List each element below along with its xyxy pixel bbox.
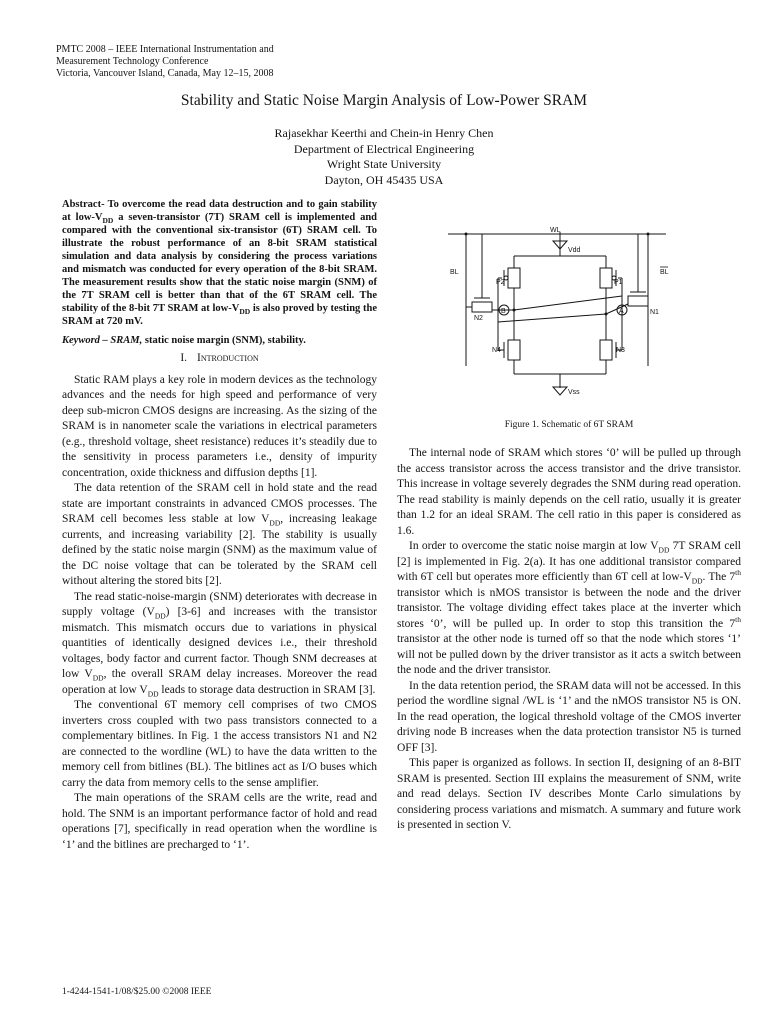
keywords-text: static noise margin (SNM), stability. [142, 335, 306, 346]
label-n3: N3 [616, 347, 625, 354]
label-vss: Vss [568, 389, 580, 396]
right-paragraph-3: In the data retention period, the SRAM data will not be accessed. In this period the wordline signal /WL is ‘1’ and the nMOS transistor N5 is ON. In the read operation, the logical threshold voltage of the CMOS inverter driving node B increases when the data protection transistor N5 is turned OFF [3]. [397, 679, 741, 754]
left-column [62, 198, 377, 853]
right-column [397, 446, 741, 834]
paragraph-3-text-d: leads to storage data destruction in SRAM [3]. [158, 683, 376, 696]
label-wl: WL [550, 227, 561, 234]
label-bl: BL [450, 269, 459, 276]
section-heading [62, 351, 377, 367]
right-paragraph-2-sub-a: DD [658, 545, 670, 555]
label-n4: N4 [492, 347, 501, 354]
author-location: Dayton, OH 45435 USA [324, 172, 444, 187]
paragraph-3-sub-a: DD [154, 611, 166, 621]
keywords-label: Keyword – SRAM, [62, 335, 143, 346]
author-department: Department of Electrical Engineering [293, 141, 475, 156]
footer-copyright: 1-4244-1541-1/08/$25.00 ©2008 IEEE [62, 987, 212, 997]
abstract [62, 198, 377, 328]
section-number: I. [180, 352, 188, 364]
label-n1: N1 [650, 309, 659, 316]
label-p2: P2 [496, 279, 505, 286]
paragraph-3-sub-b: DD [92, 673, 104, 683]
right-paragraph-2-text-a: In order to overcome the static noise margin at low V [409, 540, 659, 552]
conference-line-2: Measurement Technology Conference [56, 56, 209, 67]
right-paragraph-2-sup-d: th [735, 614, 741, 624]
paragraph-5: The main operations of the SRAM cells are the write, read and hold. The SNM is an important performance factor of hold and read operations [7], specifically in read operation when the wordline is ‘1’ and the bitlines are precharged to ‘1’. [62, 792, 377, 851]
right-paragraph-4: This paper is organized as follows. In section II, designing of an 8-BIT SRAM is presented. Section III explains the measurement of SNM, write and read delays. Section IV describes Monte Carlo simulations by considering process variations and mismatch. A summary and future work is presented in section V. [397, 757, 741, 831]
right-paragraph-2-text-d: transistor which is nMOS transistor is between the node and the driver transistor. The voltage dividing effect takes place at the inverter which stores ‘0’, will be pulled up. In order to stop this transition the 7 [397, 586, 741, 630]
abstract-text-3: is also proved by testing the SRAM at 720 mV. [62, 303, 377, 327]
keywords [62, 334, 377, 347]
label-blb: BL [660, 269, 669, 276]
abstract-sub-1: DD [102, 216, 114, 226]
conference-line-1: PMTC 2008 – IEEE International Instrumentation and [56, 44, 274, 55]
paragraph-4: The conventional 6T memory cell comprises of two CMOS inverters cross coupled with two pass transistors connected to a complementary bitlines. In Fig. 1 the access transistors N1 and N2 are connected to the wordline (WL) to have the data written to the memory cell from bitlines (BL). The bitlines act as I/O buses which carry the data from memory cells to the sense amplifier. [62, 699, 377, 789]
paragraph-3 [62, 590, 377, 699]
right-paragraph-2-text-e: transistor at the other node is turned off so that the node which stores ‘1’ will not be pulled down by the driver transistor as it acts a switch between the node and the driver transistor. [397, 633, 741, 676]
conference-header [56, 44, 416, 80]
abstract-text-1: Abstract- To overcome the read data destruction and to gain stability at low-V [62, 199, 377, 223]
section-title: Introduction [197, 352, 259, 364]
paragraph-3-text-b: ) [3-6] and increases with the transistor mismatch. This mismatch occurs due to variations in physical quantities of identically designed devices i.e., their threshold voltages, body factor and current factor. Though SNM decreases at low V [62, 606, 378, 680]
author-university: Wright State University [326, 157, 442, 172]
paragraph-2-text-a: The data retention of the SRAM cell in hold state and the read state are important constraints in advanced CMOS processes. The SRAM cell becomes less stable at low V [62, 482, 377, 525]
paragraph-3-text-c: , the overall SRAM delay increases. Moreover the read operation at low V [62, 668, 377, 696]
paragraph-2-sub-a: DD [269, 518, 281, 528]
paper-title: Stability and Static Noise Margin Analysis of Low-Power SRAM [180, 92, 588, 109]
paragraph-2-text-b: , increasing leakage currents, and increasing variability [2]. The stability is usually defined by the static noise margin (SNM) as the maximum value of the DC noise voltage that can be tolerated by the SRAM cell without altering the stored bits [2]. [62, 513, 377, 587]
right-paragraph-1: The internal node of SRAM which stores ‘0’ will be pulled up through the access transistor across the access transistor and the drive transistor. This increase in voltage severely degrades the SNM during read operation. The read stability is mainly depends on the cell ratio, usually it is greater than 1.2 for an ideal SRAM. The cell ratio in this paper is considered as 1.6. [397, 447, 741, 537]
label-p1: P1 [614, 279, 623, 286]
right-paragraph-2-text-c: . The 7 [702, 571, 736, 583]
paragraph-3-text-a: The read static-noise-margin (SNM) deteriorates with decrease in supply voltage (V [62, 590, 377, 618]
right-paragraph-2-sup-c: th [735, 568, 741, 578]
figure-caption: Figure 1. Schematic of 6T SRAM [504, 420, 634, 430]
paragraph-2 [62, 481, 377, 590]
label-vdd: Vdd [568, 247, 581, 254]
author-block [0, 126, 768, 188]
right-paragraph-2-sub-b: DD [691, 576, 703, 586]
label-node-b: B [501, 308, 506, 315]
label-node-a: A [619, 308, 624, 315]
conference-line-3: Victoria, Vancouver Island, Canada, May 12–15, 2008 [56, 68, 274, 79]
right-paragraph-2 [397, 539, 741, 679]
abstract-sub-2: DD [239, 307, 251, 317]
paragraph-1: Static RAM plays a key role in modern devices as the technology advances and the needs for high speed and performance of very deep sub-micron CMOS designs are increasing. As the sizing of the SRAM is in nanometer scale the variations in electrical parameters (e.g., threshold voltage, sheet resistance) reduces it’s steadily due to the sensitivity in process parameters i.e., density of impurity concentration, oxide thickness and diffusion depths [1]. [62, 373, 377, 479]
schematic-svg [440, 212, 688, 404]
paragraph-3-sub-c: DD [147, 688, 159, 698]
label-n2: N2 [474, 315, 483, 322]
abstract-text-2: a seven-transistor (7T) SRAM cell is implemented and compared with the conventional six-transistor (6T) SRAM cell. To illustrate the robust performance of an 8-bit SRAM statistical simulation and data analysis by considering the process variations and mismatch was conducted for every operation of the 8-bit SRAM. The measurement results show that the static noise margin (SNM) of the 7T SRAM cell is better than that of the 6T SRAM cell. The stability of the 8-bit 7T SRAM at low-V [62, 212, 378, 314]
author-names: Rajasekhar Keerthi and Chein-in Henry Chen [274, 126, 494, 140]
right-paragraph-2-text-b: 7T SRAM cell [2] is implemented in Fig. 2(a). It has one additional transistor compared with 6T cell but operates more efficiently than 6T cell at low-V [397, 540, 741, 583]
figure-6t-sram-schematic [440, 212, 688, 404]
